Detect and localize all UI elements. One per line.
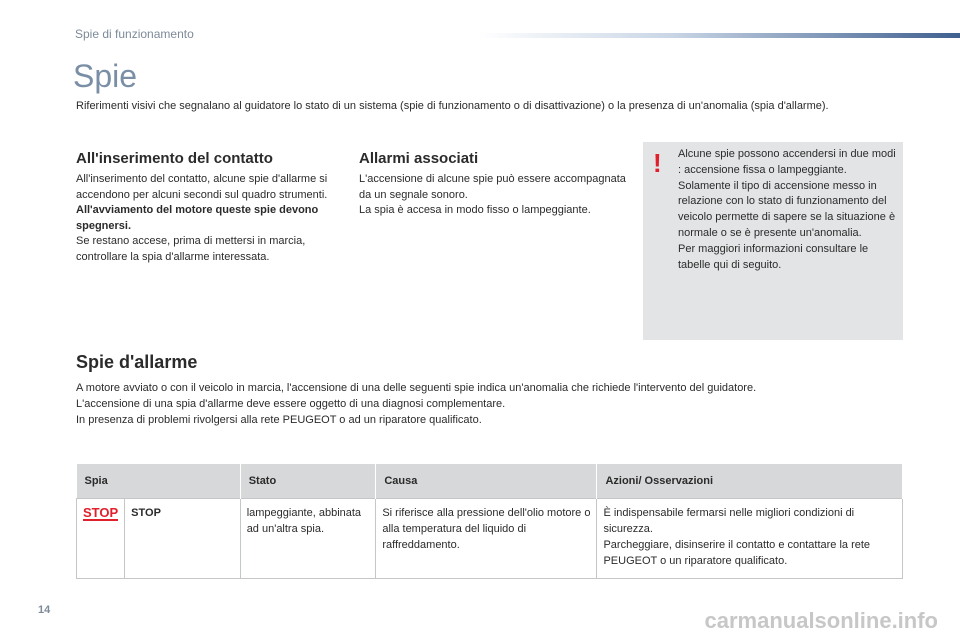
alarms-heading: Allarmi associati bbox=[359, 150, 479, 167]
warning-lights-paragraph-2: L'accensione di una spia d'allarme deve essere oggetto di una diagnosi complementare. bbox=[76, 398, 506, 410]
cell-azioni bbox=[597, 499, 903, 579]
header-section-label: Spie di funzionamento bbox=[75, 27, 194, 41]
header-gradient-bar bbox=[478, 33, 960, 38]
stop-icon: STOP bbox=[83, 505, 119, 520]
header-causa: Causa bbox=[376, 464, 597, 499]
alarms-paragraph-2: La spia è accesa in modo fisso o lampeggiante. bbox=[359, 204, 591, 216]
table-row bbox=[77, 499, 903, 579]
warning-lights-table bbox=[76, 464, 903, 579]
cell-spia: STOP bbox=[125, 499, 241, 579]
azioni-line-1: È indispensabile fermarsi nelle migliori condizioni di sicurezza. bbox=[603, 507, 855, 535]
azioni-line-2: Parcheggiare, disinserire il contatto e contattare la rete PEUGEOT o un riparatore qualificato. bbox=[603, 539, 871, 567]
exclamation-icon: ! bbox=[653, 148, 662, 178]
header-azioni: Azioni/ Osservazioni bbox=[597, 464, 903, 499]
header-stato: Stato bbox=[240, 464, 376, 499]
note-text bbox=[678, 147, 898, 273]
cell-stato: lampeggiante, abbinata ad un'altra spia. bbox=[240, 499, 376, 579]
intro-text: Riferimenti visivi che segnalano al guidatore lo stato di un sistema (spie di funzionamento o di disattivazione) o la presenza di un'anomalia (spia d'allarme). bbox=[76, 100, 829, 112]
contact-paragraph-2: Se restano accese, prima di mettersi in marcia, controllare la spia d'allarme interessata. bbox=[76, 235, 306, 263]
warning-lights-paragraph-3: In presenza di problemi rivolgersi alla rete PEUGEOT o ad un riparatore qualificato. bbox=[76, 414, 482, 426]
alarms-text bbox=[359, 172, 629, 219]
watermark: carmanualsonline.info bbox=[704, 608, 938, 633]
note-paragraph-3: Per maggiori informazioni consultare le tabelle qui di seguito. bbox=[678, 242, 869, 271]
page-title: Spie bbox=[73, 58, 138, 94]
note-paragraph-1: Alcune spie possono accendersi in due modi : accensione fissa o lampeggiante. bbox=[678, 148, 896, 176]
contact-paragraph-1: All'inserimento del contatto, alcune spie d'allarme si accendono per alcuni secondi sul quadro strumenti. bbox=[76, 173, 328, 201]
alarms-paragraph-1: L'accensione di alcune spie può essere accompagnata da un segnale sonoro. bbox=[359, 173, 626, 201]
cell-causa: Si riferisce alla pressione dell'olio motore o alla temperatura del liquido di raffreddamento. bbox=[376, 499, 597, 579]
contact-heading: All'inserimento del contatto bbox=[76, 150, 273, 167]
warning-lights-text bbox=[76, 380, 896, 428]
warning-lights-heading: Spie d'allarme bbox=[76, 352, 198, 372]
contact-bold-note: All'avviamento del motore queste spie devono spegnersi. bbox=[76, 204, 319, 232]
table-header-row bbox=[77, 464, 903, 499]
page-number: 14 bbox=[38, 604, 51, 616]
warning-lights-paragraph-1: A motore avviato o con il veicolo in marcia, l'accensione di una delle seguenti spie indica un'anomalia che richiede l'intervento del guidatore. bbox=[76, 382, 757, 394]
contact-text bbox=[76, 172, 338, 265]
header-spia: Spia bbox=[77, 464, 241, 499]
cell-icon bbox=[77, 499, 125, 579]
note-paragraph-2: Solamente il tipo di accensione messo in relazione con lo stato di funzionamento del veicolo permette di sapere se la situazione è normale o se è presente un'anomalia. bbox=[678, 179, 896, 239]
